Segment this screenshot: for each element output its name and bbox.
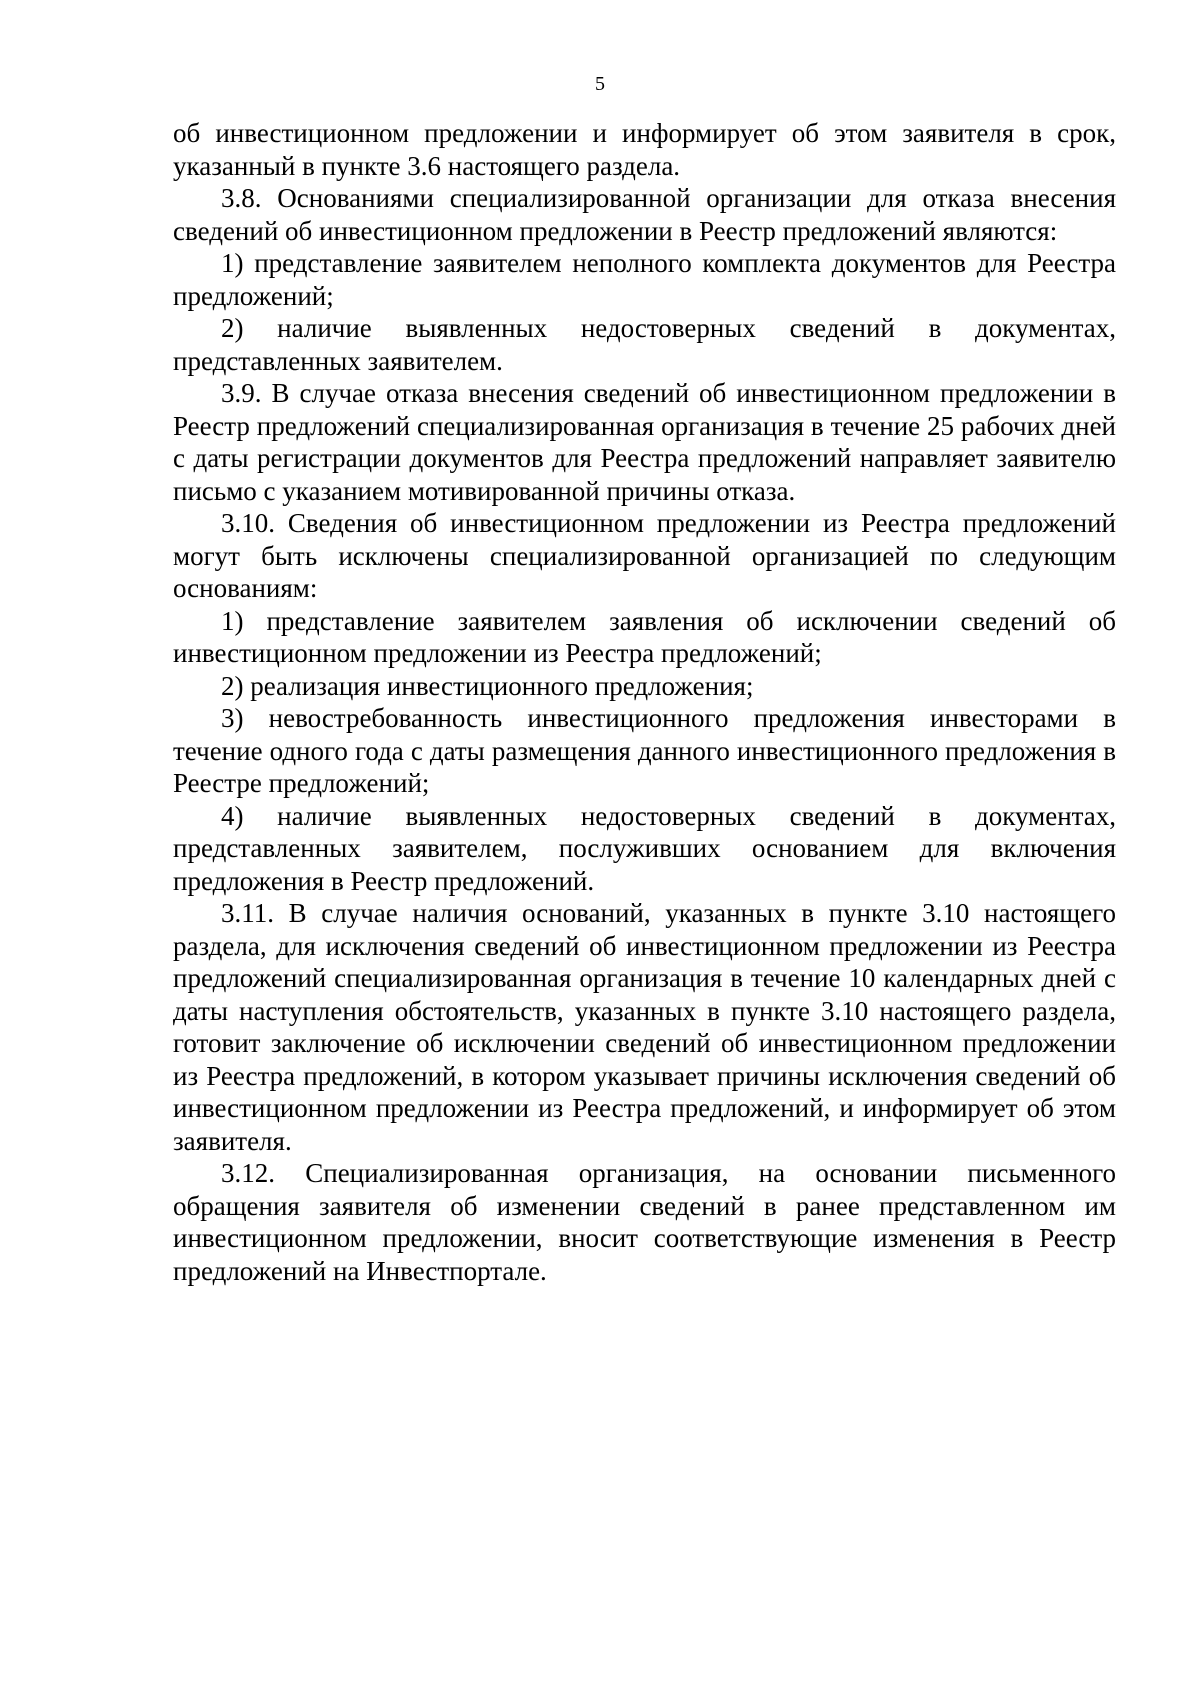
paragraph-continuation: об инвестиционном предложении и информирует об этом заявителя в срок, указанный в пункте 3.6 настоящего раздела.	[173, 118, 1116, 181]
list-item-3-8-1: 1) представление заявителем неполного комплекта документов для Реестра предложений;	[173, 248, 1116, 311]
list-item-3-10-4: 4) наличие выявленных недостоверных сведений в документах, представленных заявителем, послуживших основанием для включения предложения в Реестр предложений.	[173, 800, 1116, 896]
paragraph-3-11: 3.11. В случае наличия оснований, указанных в пункте 3.10 настоящего раздела, для исключения сведений об инвестиционном предложении из Реестра предложений специализированная организация в течение 10 календарных дней с даты наступления обстоятельств, указанных в пункте 3.10 настоящего раздела, готовит заключение об исключении сведений об инвестиционном предложении из Реестра предложений, в котором указывает причины исключения сведений об инвестиционном предложении из Реестра предложений, и информирует об этом заявителя.	[173, 898, 1116, 1156]
paragraph-3-10: 3.10. Сведения об инвестиционном предложении из Реестра предложений могут быть исключены специализированной организацией по следующим основаниям:	[173, 508, 1116, 603]
list-item-3-10-2: 2) реализация инвестиционного предложения;	[221, 670, 754, 701]
list-item-3-8-2: 2) наличие выявленных недостоверных сведений в документах, представленных заявителем.	[173, 313, 1116, 376]
document-body	[173, 117, 1116, 1287]
page-number: 5	[595, 73, 605, 95]
list-item-3-10-3: 3) невостребованность инвестиционного предложения инвесторами в течение одного года с даты размещения данного инвестиционного предложения в Реестре предложений;	[173, 703, 1116, 798]
paragraph-3-12: 3.12. Специализированная организация, на основании письменного обращения заявителя об изменении сведений в ранее представленном им инвестиционном предложении, вносит соответствующие изменения в Реестр предложений на Инвестпортале.	[173, 1158, 1116, 1286]
paragraph-3-9: 3.9. В случае отказа внесения сведений об инвестиционном предложении в Реестр предложений специализированная организация в течение 25 рабочих дней с даты регистрации документов для Реестра предложений направляет заявителю письмо с указанием мотивированной причины отказа.	[173, 378, 1116, 506]
list-item-3-10-1: 1) представление заявителем заявления об исключении сведений об инвестиционном предложении из Реестра предложений;	[173, 605, 1116, 668]
paragraph-3-8: 3.8. Основаниями специализированной организации для отказа внесения сведений об инвестиционном предложении в Реестр предложений являются:	[173, 183, 1116, 246]
